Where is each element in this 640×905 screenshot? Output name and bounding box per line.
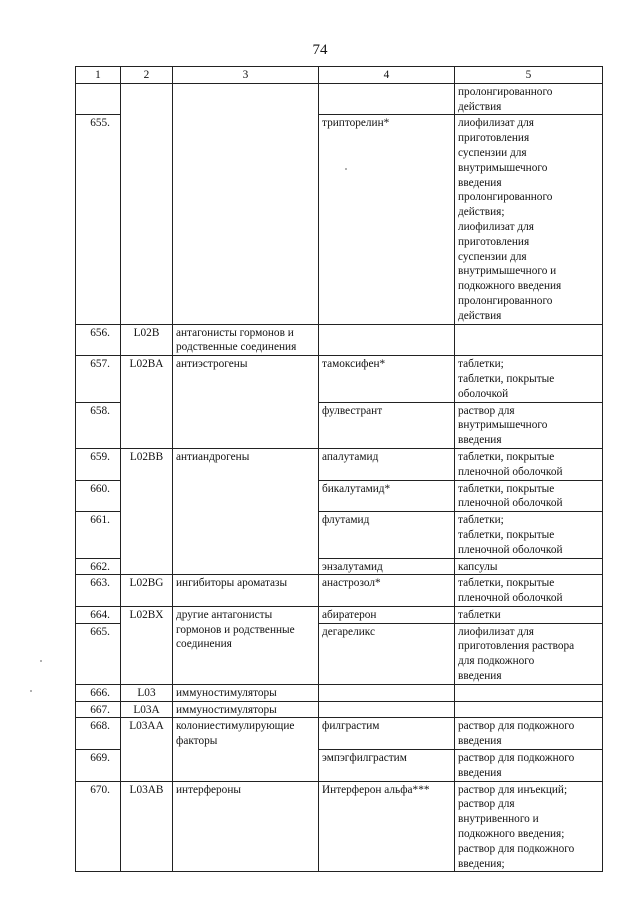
dosage-form: таблетки; таблетки, покрытые пленочной оболочкой xyxy=(455,512,603,558)
drug-name: трипторелин* xyxy=(319,115,455,324)
row-number: 658. xyxy=(76,402,121,448)
dosage-form: таблетки, покрытые пленочной оболочкой xyxy=(455,480,603,512)
atc-code: L03A xyxy=(121,701,173,718)
atc-code: L03AB xyxy=(121,781,173,872)
dosage-form: раствор для внутримышечного введения xyxy=(455,402,603,448)
row-number: 662. xyxy=(76,558,121,575)
drug-name xyxy=(319,83,455,115)
dosage-form: лиофилизат для приготовления раствора для подкожного введения xyxy=(455,623,603,684)
group-name: ингибиторы ароматазы xyxy=(173,575,319,607)
group-name: антиандрогены xyxy=(173,448,319,574)
drug-name xyxy=(319,701,455,718)
group-name xyxy=(173,83,319,324)
table-row xyxy=(76,718,603,750)
row-number: 668. xyxy=(76,718,121,750)
row-number xyxy=(76,83,121,115)
page-number: 74 xyxy=(312,42,328,58)
header-row xyxy=(76,67,603,84)
drug-name: флутамид xyxy=(319,512,455,558)
table-row xyxy=(76,606,603,623)
row-number: 657. xyxy=(76,356,121,402)
group-name: иммуностимуляторы xyxy=(173,701,319,718)
drug-name: Интерферон альфа*** xyxy=(319,781,455,872)
drug-name: тамоксифен* xyxy=(319,356,455,402)
drug-name: эмпэгфилграстим xyxy=(319,750,455,782)
table-row xyxy=(76,575,603,607)
group-name: антагонисты гормонов и родственные соединения xyxy=(173,324,319,356)
dosage-form xyxy=(455,324,603,356)
drug-name xyxy=(319,684,455,701)
dosage-form: лиофилизат для приготовления суспензии для внутримышечного введения пролонгированного действия; лиофилизат для приготовления суспензии для внутримышечного и подкожного введения пролонгированного действия xyxy=(455,115,603,324)
drug-name: дегареликс xyxy=(319,623,455,684)
atc-code: L03 xyxy=(121,684,173,701)
group-name: антиэстрогены xyxy=(173,356,319,449)
row-number: 661. xyxy=(76,512,121,558)
row-number: 667. xyxy=(76,701,121,718)
scan-speck xyxy=(345,168,347,170)
table-row xyxy=(76,356,603,402)
atc-code: L03AA xyxy=(121,718,173,781)
row-number: 670. xyxy=(76,781,121,872)
header-col-3: 3 xyxy=(173,67,319,84)
dosage-form: таблетки; таблетки, покрытые оболочкой xyxy=(455,356,603,402)
row-number: 665. xyxy=(76,623,121,684)
drug-table xyxy=(75,66,603,872)
dosage-form: раствор для подкожного введения xyxy=(455,750,603,782)
dosage-form: таблетки, покрытые пленочной оболочкой xyxy=(455,448,603,480)
row-number: 656. xyxy=(76,324,121,356)
row-number: 660. xyxy=(76,480,121,512)
table-row xyxy=(76,684,603,701)
atc-code: L02B xyxy=(121,324,173,356)
group-name: колониестимулирующие факторы xyxy=(173,718,319,781)
table-row xyxy=(76,448,603,480)
dosage-form: капсулы xyxy=(455,558,603,575)
drug-name xyxy=(319,324,455,356)
row-number: 666. xyxy=(76,684,121,701)
row-number: 664. xyxy=(76,606,121,623)
row-number: 663. xyxy=(76,575,121,607)
dosage-form: пролонгированного действия xyxy=(455,83,603,115)
header-col-1: 1 xyxy=(76,67,121,84)
dosage-form: раствор для подкожного введения xyxy=(455,718,603,750)
drug-name: абиратерон xyxy=(319,606,455,623)
row-number: 669. xyxy=(76,750,121,782)
dosage-form: таблетки xyxy=(455,606,603,623)
dosage-form: таблетки, покрытые пленочной оболочкой xyxy=(455,575,603,607)
row-number: 655. xyxy=(76,115,121,324)
dosage-form: раствор для инъекций; раствор для внутривенного и подкожного введения; раствор для подкожного введения; xyxy=(455,781,603,872)
table-row xyxy=(76,701,603,718)
group-name: интерфероны xyxy=(173,781,319,872)
drug-name: апалутамид xyxy=(319,448,455,480)
group-name: иммуностимуляторы xyxy=(173,684,319,701)
scan-speck xyxy=(30,690,32,692)
atc-code: L02BA xyxy=(121,356,173,449)
drug-name: энзалутамид xyxy=(319,558,455,575)
row-number: 659. xyxy=(76,448,121,480)
atc-code: L02BG xyxy=(121,575,173,607)
header-col-4: 4 xyxy=(319,67,455,84)
drug-name: фулвестрант xyxy=(319,402,455,448)
header-col-5: 5 xyxy=(455,67,603,84)
group-name: другие антагонисты гормонов и родственные соединения xyxy=(173,606,319,684)
dosage-form xyxy=(455,701,603,718)
atc-code: L02BB xyxy=(121,448,173,574)
table-row xyxy=(76,324,603,356)
drug-name: анастрозол* xyxy=(319,575,455,607)
table-row xyxy=(76,83,603,115)
atc-code xyxy=(121,83,173,324)
drug-name: бикалутамид* xyxy=(319,480,455,512)
atc-code: L02BX xyxy=(121,606,173,684)
scan-speck xyxy=(40,660,42,662)
header-col-2: 2 xyxy=(121,67,173,84)
dosage-form xyxy=(455,684,603,701)
table-row xyxy=(76,781,603,872)
drug-name: филграстим xyxy=(319,718,455,750)
